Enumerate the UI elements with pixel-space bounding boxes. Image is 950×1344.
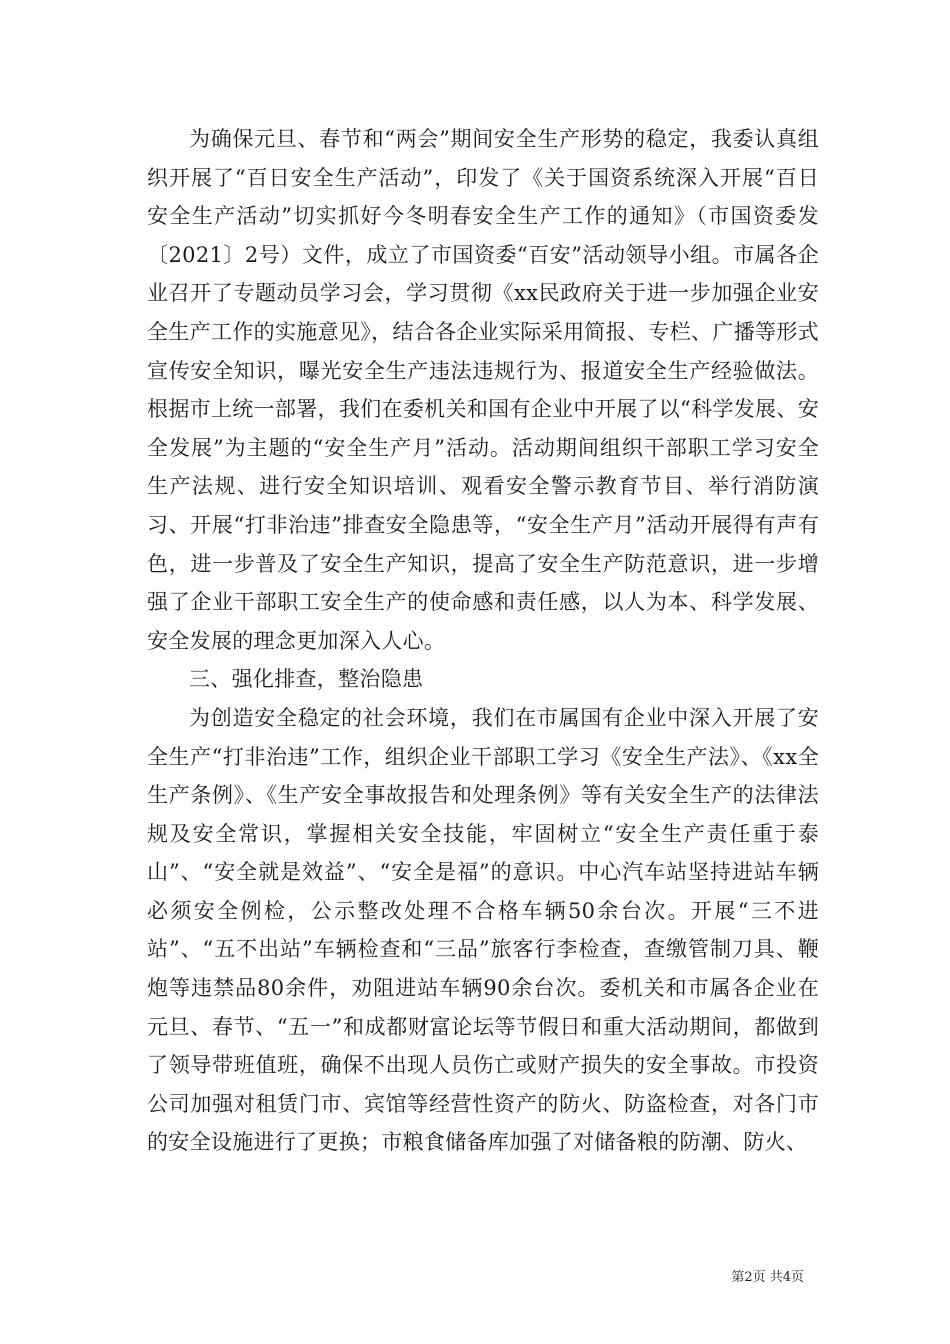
page-number-footer: 第2页 共4页 (731, 1270, 804, 1285)
paragraph-safety-activities: 为确保元旦、春节和“两会”期间安全生产形势的稳定，我委认真组织开展了“百日安全生产活动”，印发了《关于国资系统深入开展“百日安全生产活动”切实抓好今冬明春安全生产工作的通知》（市国资委发〔2021〕2号）文件，成立了市国资委“百安”活动领导小组。市属各企业召开了专题动员学习会，学习贯彻《xx民政府关于进一步加强企业安全生产工作的实施意见》，结合各企业实际采用简报、专栏、广播等形式宣传安全知识，曝光安全生产违法违规行为、报道安全生产经验做法。根据市上统一部署，我们在委机关和国有企业中开展了以“科学发展、安全发展”为主题的“安全生产月”活动。活动期间组织干部职工学习安全生产法规、进行安全知识培训、观看安全警示教育节目、举行消防演习、开展“打非治违”排查安全隐患等，“安全生产月”活动开展得有声有色，进一步普及了安全生产知识，提高了安全生产防范意识，进一步增强了企业干部职工安全生产的使命感和责任感，以人为本、科学发展、安全发展的理念更加深入人心。 (147, 127, 819, 653)
paragraph-hazard-rectification: 为创造安全稳定的社会环境，我们在市属国有企业中深入开展了安全生产“打非治违”工作，组织企业干部职工学习《安全生产法》、《xx全生产条例》、《生产安全事故报告和处理条例》等有关安全生产的法律法规及安全常识，掌握相关安全技能，牢固树立“安全生产责任重于泰山”、“安全就是效益”、“安全是福”的意识。中心汽车站坚持进站车辆必须安全例检，公示整改处理不合格车辆50余台次。开展“三不进站”、“五不出站”车辆检查和“三品”旅客行李检查，查缴管制刀具、鞭炮等违禁品80余件，劝阻进站车辆90余台次。委机关和市属各企业在元旦、春节、“五一”和成都财富论坛等节假日和重大活动期间，都做到了领导带班值班，确保不出现人员伤亡或财产损失的安全事故。市投资公司加强对租赁门市、宾馆等经营性资产的防火、防盗检查，对各门市的安全设施进行了更换；市粮食储备库加强了对储备粮的防潮、防火、 (147, 705, 819, 1155)
section-heading-inspection: 三、强化排查，整治隐患 (189, 667, 424, 692)
document-body (147, 120, 819, 1162)
